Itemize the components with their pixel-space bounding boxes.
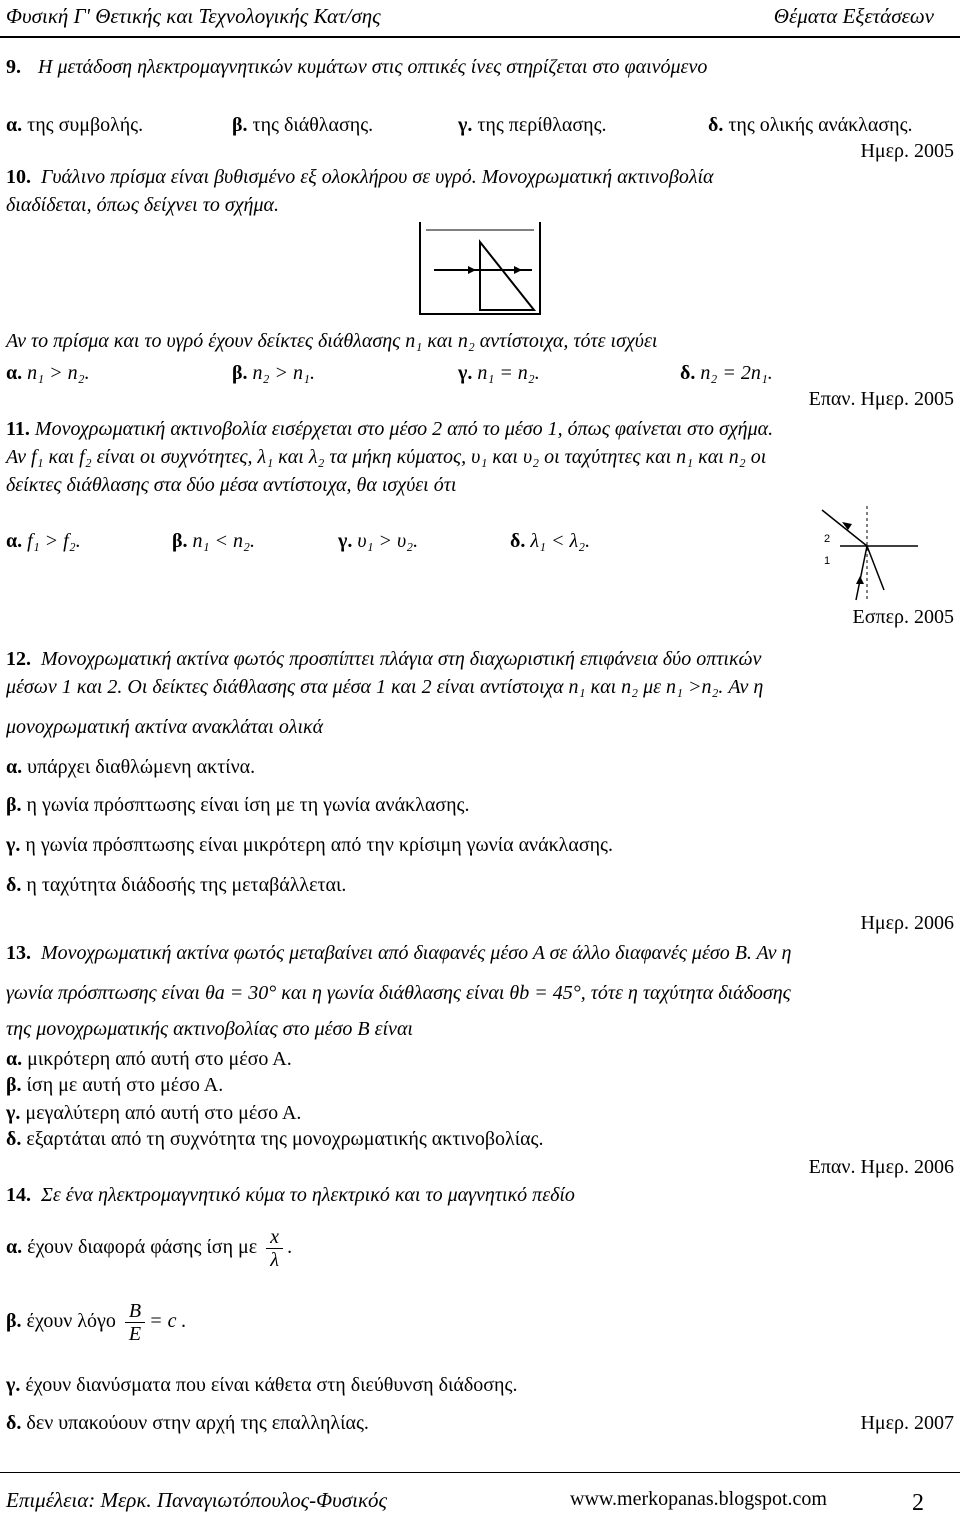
fraction-b-over-e: $\frac{B}{E}$ — [125, 1300, 145, 1345]
q10-stem: Αν το πρίσμα και το υγρό έχουν δείκτες διάθλασης n₁ και n₂ αντίστοιχα, τότε ισχύει — [6, 330, 658, 352]
q13-source: Επαν. Ημερ. 2006 — [808, 1156, 954, 1178]
question-text: Η μετάδοση ηλεκτρομαγνητικών κυμάτων στις οπτικές ίνες στηρίζεται στο φαινόμενο — [38, 56, 708, 78]
q9-source: Ημερ. 2005 — [860, 140, 954, 162]
question-12: 12. Μονοχρωματική ακτίνα φωτός προσπίπτει πλάγια στη διαχωριστική επιφάνεια δύο οπτικών — [6, 648, 762, 670]
q13-text-line2: γωνία πρόσπτωσης είναι θa = 30° και η γωνία διάθλασης είναι θb = 45°, τότε η ταχύτητα διάδοσης — [6, 982, 791, 1004]
q14-option-c: γ. έχουν διανύσματα που είναι κάθετα στη διεύθυνση διάδοσης. — [6, 1374, 518, 1396]
q13-text-line3: της μονοχρωματικής ακτινοβολίας στο μέσο Β είναι — [6, 1018, 413, 1040]
question-9 — [6, 56, 707, 79]
footer-website-link[interactable]: www.merkopanas.blogspot.com — [570, 1488, 827, 1510]
question-11: 11. Μονοχρωματική ακτινοβολία εισέρχεται στο μέσο 2 από το μέσο 1, όπως φαίνεται στο σχήμα. — [6, 418, 774, 440]
q14-option-a: α. έχουν διαφορά φάσης ίση με $\frac{x}{\lambda}$ . — [6, 1226, 293, 1271]
q12-option-c: γ. η γωνία πρόσπτωσης είναι μικρότερη από την κρίσιμη γωνία ανάκλασης. — [6, 834, 613, 856]
page-number: 2 — [912, 1490, 924, 1516]
q10-option-c: γ. n₁ = n₂. — [458, 362, 540, 384]
q9-option-d: δ. της ολικής ανάκλασης. — [708, 114, 913, 136]
q12-option-a: α. υπάρχει διαθλώμενη ακτίνα. — [6, 756, 256, 778]
question-10: 10. Γυάλινο πρίσμα είναι βυθισμένο εξ ολοκλήρου σε υγρό. Μονοχρωματική ακτινοβολία — [6, 166, 714, 188]
q14-option-b: β. έχουν λόγο $\frac{B}{E}$ = c . — [6, 1300, 187, 1345]
refraction-figure — [812, 504, 922, 604]
q9-option-c: γ. της περίθλασης. — [458, 114, 607, 136]
q12-text-line2: μέσων 1 και 2. Οι δείκτες διάθλασης στα μέσα 1 και 2 είναι αντίστοιχα n₁ και n₂ με n₁ >n₂. Αν η — [6, 676, 764, 698]
q12-option-d: δ. η ταχύτητα διάδοσής της μεταβάλλεται. — [6, 874, 347, 896]
fraction-x-over-lambda: $\frac{x}{\lambda}$ — [266, 1226, 283, 1271]
question-number: 14. — [6, 1184, 31, 1206]
footer-rule — [0, 1472, 960, 1473]
q13-option-d: δ. εξαρτάται από τη συχνότητα της μονοχρωματικής ακτινοβολίας. — [6, 1128, 544, 1150]
q11-option-c: γ. υ₁ > υ₂. — [338, 530, 419, 552]
q10-text-line2: διαδίδεται, όπως δείχνει το σχήμα. — [6, 194, 279, 216]
q12-option-b: β. η γωνία πρόσπτωσης είναι ίση με τη γωνία ανάκλασης. — [6, 794, 470, 816]
header-subtitle: Θέματα Εξετάσεων — [773, 4, 934, 28]
q11-option-d: δ. λ₁ < λ₂. — [510, 530, 591, 552]
header-rule — [0, 36, 960, 38]
q11-option-b: β. n₁ < n₂. — [172, 530, 255, 552]
header-title: Φυσική Γ' Θετικής και Τεχνολογικής Κατ/σης — [6, 4, 381, 28]
question-14: 14. Σε ένα ηλεκτρομαγνητικό κύμα το ηλεκτρικό και το μαγνητικό πεδίο — [6, 1184, 575, 1206]
q10-source: Επαν. Ημερ. 2005 — [808, 388, 954, 410]
figure-label-medium-2: 2 — [824, 533, 831, 545]
q11-text-line2: Αν f₁ και f₂ είναι οι συχνότητες, λ₁ και λ₂ τα μήκη κύματος, υ₁ και υ₂ οι ταχύτητες και n₁ και n₂ οι — [6, 446, 767, 468]
q11-option-a: α. f₁ > f₂. — [6, 530, 81, 552]
q12-text-line3: μονοχρωματική ακτίνα ανακλάται ολικά — [6, 716, 324, 738]
figure-label-medium-1: 1 — [824, 555, 831, 567]
question-13: 13. Μονοχρωματική ακτίνα φωτός μεταβαίνει από διαφανές μέσο Α σε άλλο διαφανές μέσο Β. Αν η — [6, 942, 792, 964]
q10-option-b: β. n₂ > n₁. — [232, 362, 315, 384]
prism-figure — [410, 214, 550, 324]
q10-option-d: δ. n₂ = 2n₁. — [680, 362, 773, 384]
q11-source: Εσπερ. 2005 — [852, 606, 954, 628]
question-number: 13. — [6, 942, 31, 964]
q14-source: Ημερ. 2007 — [860, 1412, 954, 1434]
q14-option-d: δ. δεν υπακούουν στην αρχή της επαλληλίας. — [6, 1412, 369, 1434]
footer-author: Επιμέλεια: Μερκ. Παναγιωτόπουλος-Φυσικός — [6, 1488, 388, 1512]
q10-option-a: α. n₁ > n₂. — [6, 362, 90, 384]
question-number: 10. — [6, 166, 31, 188]
q13-option-a: α. μικρότερη από αυτή στο μέσο Α. — [6, 1048, 292, 1070]
q13-option-b: β. ίση με αυτή στο μέσο Α. — [6, 1074, 224, 1096]
q13-option-c: γ. μεγαλύτερη από αυτή στο μέσο Α. — [6, 1102, 302, 1124]
question-number: 11. — [6, 418, 30, 440]
q9-option-b: β. της διάθλασης. — [232, 114, 374, 136]
q9-option-a: α. της συμβολής. — [6, 114, 144, 136]
question-number: 12. — [6, 648, 31, 670]
q11-text-line3: δείκτες διάθλασης στα δύο μέσα αντίστοιχα, θα ισχύει ότι — [6, 474, 457, 496]
question-number: 9. — [6, 56, 21, 78]
q12-source: Ημερ. 2006 — [860, 912, 954, 934]
